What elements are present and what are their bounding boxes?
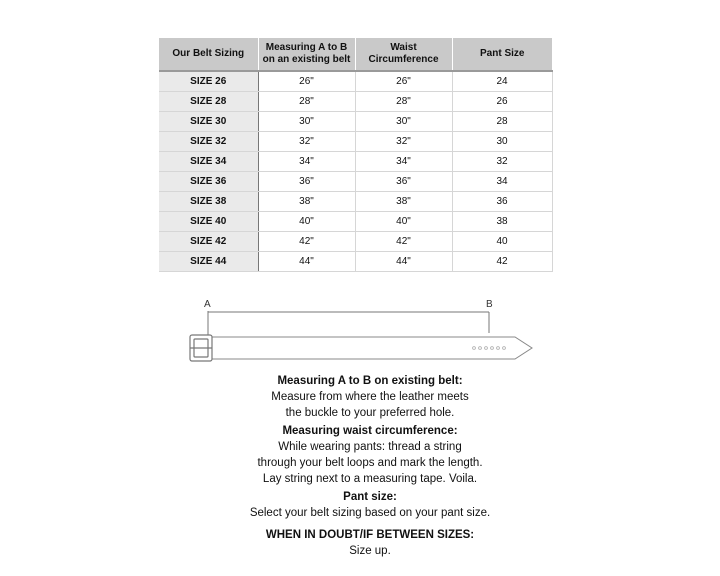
waist-cell: 44" [355, 252, 452, 272]
header-measuring-a-to-b: Measuring A to B on an existing belt [258, 38, 355, 71]
waist-instructions [0, 423, 720, 487]
header-pant-size: Pant Size [452, 38, 552, 71]
a-to-b-cell: 38" [258, 192, 355, 212]
belt-size-cell: SIZE 38 [159, 192, 258, 212]
waist-cell: 42" [355, 232, 452, 252]
ab-line-1: Measure from where the leather meets [271, 391, 469, 403]
waist-cell: 32" [355, 132, 452, 152]
pant-heading: Pant size: [343, 491, 397, 503]
waist-line-3: Lay string next to a measuring tape. Voila. [262, 473, 478, 485]
table-row [159, 232, 552, 252]
diagram-label-b: B [486, 299, 493, 310]
waist-heading: Measuring waist circumference: [282, 425, 458, 437]
pant-instructions [0, 489, 720, 521]
table-row [159, 172, 552, 192]
pant-size-cell: 24 [452, 71, 552, 92]
belt-size-cell: SIZE 40 [159, 212, 258, 232]
waist-cell: 26" [355, 71, 452, 92]
header-belt-sizing: Our Belt Sizing [159, 38, 258, 71]
measure-bracket [208, 311, 489, 335]
a-to-b-cell: 42" [258, 232, 355, 252]
belt-size-cell: SIZE 30 [159, 112, 258, 132]
doubt-heading: WHEN IN DOUBT/IF BETWEEN SIZES: [265, 529, 475, 541]
table-row [159, 252, 552, 272]
pant-size-cell: 36 [452, 192, 552, 212]
diagram-label-a: A [204, 299, 211, 310]
table-row [159, 132, 552, 152]
belt-size-cell: SIZE 26 [159, 71, 258, 92]
table-body [159, 71, 552, 272]
a-to-b-cell: 32" [258, 132, 355, 152]
belt-diagram [0, 295, 720, 370]
pant-line-1: Select your belt sizing based on your pant size. [249, 507, 491, 519]
waist-cell: 30" [355, 112, 452, 132]
belt-size-cell: SIZE 44 [159, 252, 258, 272]
doubt-instructions [0, 527, 720, 559]
table-header-row [159, 38, 552, 71]
waist-line-2: through your belt loops and mark the length. [257, 457, 483, 469]
table-row [159, 112, 552, 132]
table-row [159, 71, 552, 92]
a-to-b-cell: 34" [258, 152, 355, 172]
belt-size-cell: SIZE 42 [159, 232, 258, 252]
belt-size-cell: SIZE 28 [159, 92, 258, 112]
belt-size-table [159, 38, 553, 272]
table-row [159, 212, 552, 232]
waist-cell: 36" [355, 172, 452, 192]
pant-size-cell: 38 [452, 212, 552, 232]
belt-size-cell: SIZE 36 [159, 172, 258, 192]
a-to-b-cell: 28" [258, 92, 355, 112]
a-to-b-cell: 40" [258, 212, 355, 232]
ab-heading: Measuring A to B on existing belt: [277, 375, 463, 387]
belt-size-cell: SIZE 32 [159, 132, 258, 152]
instructions [0, 373, 720, 561]
doubt-line-1: Size up. [349, 545, 391, 557]
table-row [159, 152, 552, 172]
table-row [159, 192, 552, 212]
pant-size-cell: 32 [452, 152, 552, 172]
pant-size-cell: 30 [452, 132, 552, 152]
belt-size-cell: SIZE 34 [159, 152, 258, 172]
waist-cell: 40" [355, 212, 452, 232]
waist-cell: 28" [355, 92, 452, 112]
a-to-b-cell: 30" [258, 112, 355, 132]
table-row [159, 92, 552, 112]
pant-size-cell: 28 [452, 112, 552, 132]
a-to-b-cell: 36" [258, 172, 355, 192]
waist-cell: 38" [355, 192, 452, 212]
a-to-b-cell: 26" [258, 71, 355, 92]
waist-line-1: While wearing pants: thread a string [278, 441, 462, 453]
pant-size-cell: 40 [452, 232, 552, 252]
belt-holes [473, 347, 506, 350]
pant-size-cell: 42 [452, 252, 552, 272]
belt-buckle-icon [190, 335, 212, 361]
header-waist-circumference: Waist Circumference [355, 38, 452, 71]
waist-cell: 34" [355, 152, 452, 172]
ab-line-2: the buckle to your preferred hole. [285, 407, 455, 419]
a-to-b-cell: 44" [258, 252, 355, 272]
pant-size-cell: 34 [452, 172, 552, 192]
ab-instructions [0, 373, 720, 421]
pant-size-cell: 26 [452, 92, 552, 112]
belt-strap [205, 337, 532, 359]
